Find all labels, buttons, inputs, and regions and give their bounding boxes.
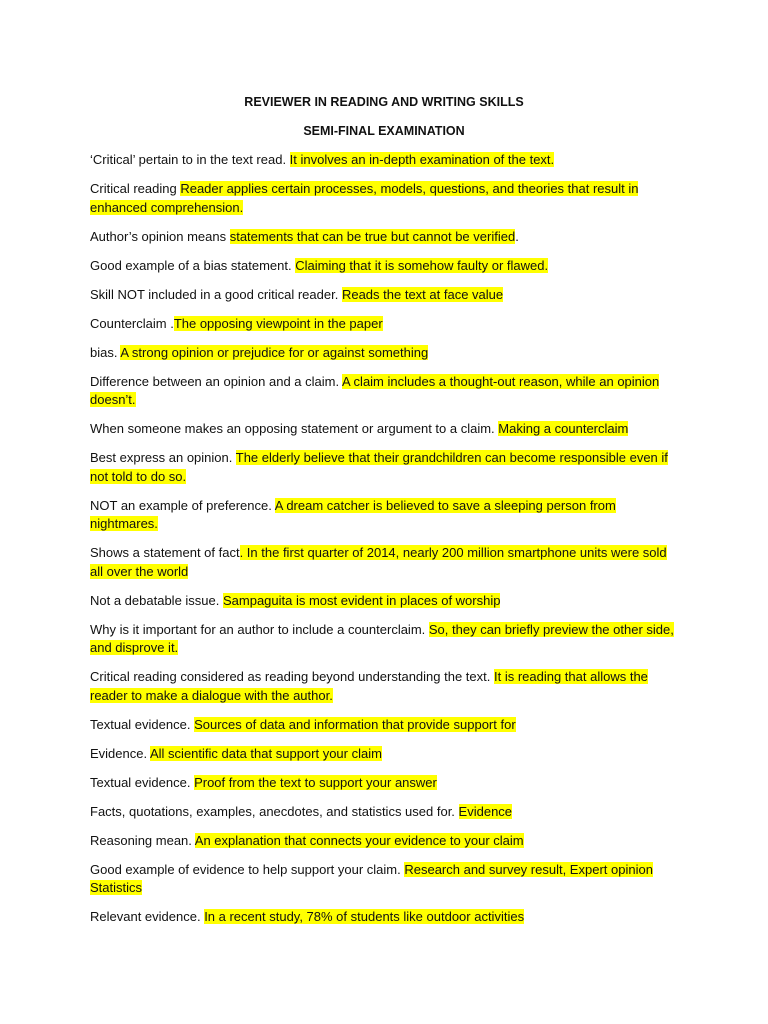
qa-answer: All scientific data that support your claim: [150, 745, 382, 761]
qa-answer: In a recent study, 78% of students like outdoor activities: [204, 909, 525, 924]
qa-answer: . In the first quarter of 2014, nearly 200 million smartphone units were sold all over the world: [90, 545, 667, 579]
qa-answer: statements that can be true but cannot be verified: [229, 228, 516, 244]
qa-answer: Evidence: [458, 803, 513, 819]
qa-item: [90, 344, 680, 363]
qa-answer: Research and survey result, Expert opinion Statistics: [90, 861, 653, 895]
qa-prompt: Not a debatable issue.: [90, 592, 223, 608]
qa-item: [90, 497, 680, 534]
qa-answer: A dream catcher is believed to save a sleeping person from nightmares.: [90, 497, 616, 531]
qa-prompt: Difference between an opinion and a claim.: [90, 373, 342, 389]
qa-answer: Reads the text at face value: [341, 286, 504, 302]
qa-item: [90, 745, 680, 764]
qa-item: [90, 861, 680, 898]
qa-answer: Sources of data and information that provide support for: [194, 716, 516, 732]
qa-prompt: Shows a statement of fact: [90, 545, 240, 560]
document-subtitle: SEMI-FINAL EXAMINATION: [303, 124, 465, 138]
qa-item: [90, 544, 680, 581]
qa-answer: So, they can briefly preview the other side, and disprove it.: [90, 621, 674, 655]
qa-item: [90, 832, 680, 851]
qa-answer: Proof from the text to support your answer: [194, 774, 437, 790]
qa-item: [90, 803, 680, 822]
qa-prompt: Reasoning mean.: [90, 832, 195, 848]
qa-item: [90, 286, 680, 305]
qa-answer: A strong opinion or prejudice for or against something: [120, 344, 429, 360]
qa-prompt: Textual evidence.: [90, 774, 195, 790]
qa-prompt: Why is it important for an author to include a counterclaim.: [90, 621, 429, 637]
qa-answer: Making a counterclaim: [498, 421, 629, 436]
qa-prompt: Author’s opinion means: [90, 228, 230, 244]
qa-prompt: Critical reading considered as reading beyond understanding the text.: [90, 669, 494, 684]
qa-prompt: Relevant evidence.: [90, 909, 205, 924]
qa-item: [90, 621, 680, 658]
qa-prompt: Best express an opinion.: [90, 450, 236, 465]
qa-prompt: Facts, quotations, examples, anecdotes, and statistics used for.: [90, 803, 459, 819]
qa-item: [90, 668, 680, 705]
qa-item: [90, 908, 680, 927]
qa-prompt: Good example of evidence to help support your claim.: [90, 861, 405, 877]
qa-answer: It involves an in-depth examination of the text.: [289, 152, 555, 167]
qa-prompt: When someone makes an opposing statement or argument to a claim.: [90, 421, 499, 436]
qa-item: [90, 151, 680, 170]
document-title: REVIEWER IN READING AND WRITING SKILLS: [244, 95, 524, 109]
qa-answer: A claim includes a thought-out reason, while an opinion doesn’t.: [90, 373, 660, 407]
qa-item: [90, 257, 680, 276]
qa-prompt: ‘Critical’ pertain to in the text read.: [90, 152, 290, 167]
qa-answer: The elderly believe that their grandchildren can become responsible even if not told to do so.: [90, 450, 668, 484]
qa-prompt: Good example of a bias statement.: [90, 257, 296, 273]
qa-prompt: Textual evidence.: [90, 716, 195, 732]
qa-answer: The opposing viewpoint in the paper: [173, 315, 383, 331]
qa-item: [90, 315, 680, 334]
qa-item: [90, 180, 680, 217]
qa-item: [90, 716, 680, 735]
qa-prompt: Counterclaim .: [90, 315, 174, 331]
qa-item: [90, 774, 680, 793]
qa-prompt: Evidence.: [90, 745, 150, 761]
qa-answer: Sampaguita is most evident in places of worship: [222, 592, 501, 608]
qa-item: [90, 592, 680, 611]
qa-item: [90, 420, 680, 439]
qa-prompt: bias.: [90, 344, 121, 360]
qa-prompt: Skill NOT included in a good critical reader.: [90, 286, 342, 302]
qa-answer: Reader applies certain processes, models, questions, and theories that result in enhanced comprehension.: [90, 181, 639, 215]
qa-answer: It is reading that allows the reader to make a dialogue with the author.: [90, 669, 648, 703]
qa-answer: An explanation that connects your evidence to your claim: [194, 832, 524, 848]
qa-prompt: NOT an example of preference.: [90, 497, 275, 513]
qa-tail: .: [515, 228, 519, 244]
qa-item: [90, 228, 680, 247]
qa-item: [90, 449, 680, 486]
qa-prompt: Critical reading: [90, 181, 181, 196]
qa-list: [90, 151, 680, 937]
qa-item: [90, 373, 680, 410]
qa-answer: Claiming that it is somehow faulty or flawed.: [295, 257, 549, 273]
